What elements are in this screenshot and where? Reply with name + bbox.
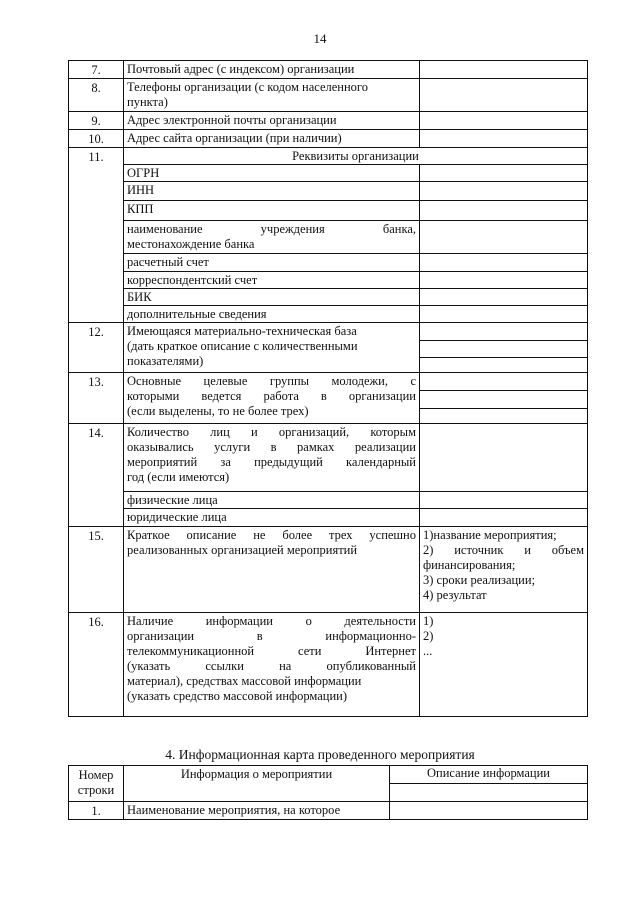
row-value-field[interactable] — [420, 373, 588, 424]
requisite-label: расчетный счет — [124, 254, 420, 272]
table-row — [69, 802, 588, 820]
table-row — [69, 61, 588, 79]
row-label: Адрес сайта организации (при наличии) — [124, 130, 420, 148]
subitem-label: юридические лица — [124, 509, 420, 527]
table-row — [69, 79, 588, 112]
table-row — [69, 509, 588, 527]
row-label: Краткое описание не более трех успешно реализованных организацией мероприятий — [124, 527, 420, 613]
row-label: Количество лиц и организаций, которым оказывались услуги в рамках реализации мероприятий за предыдущий календарный год (если имеются) — [124, 424, 420, 492]
requisite-label: ОГРН — [124, 165, 420, 182]
table-row — [69, 289, 588, 306]
row-value-field[interactable]: 1)название мероприятия; 2) источник и объем финансирования; 3) сроки реализации; 4) результат — [420, 527, 588, 613]
requisite-label: ИНН — [124, 182, 420, 201]
row-number: 11. — [69, 148, 124, 323]
row-label: Почтовый адрес (с индексом) организации — [124, 61, 420, 79]
requisite-label: корреспондентский счет — [124, 272, 420, 289]
row-value-field[interactable] — [420, 130, 588, 148]
requisite-label: КПП — [124, 201, 420, 221]
row-label: Адрес электронной почты организации — [124, 112, 420, 130]
requisite-value-field[interactable] — [420, 201, 588, 221]
table-row — [69, 306, 588, 323]
requisite-label: наименование учреждения банка, местонахождение банка — [124, 221, 420, 254]
row-label: Телефоны организации (с кодом населенного пункта) — [124, 79, 420, 112]
row-value-field[interactable] — [420, 79, 588, 112]
table-row — [69, 373, 588, 424]
row-value-field[interactable] — [420, 61, 588, 79]
row-label: Основные целевые группы молодежи, с которыми ведется работа в организации (если выделены, то не более трех) — [124, 373, 420, 424]
subitem-value-field[interactable] — [420, 509, 588, 527]
header-row-number: Номер строки — [69, 766, 124, 802]
organization-info-table — [68, 60, 588, 717]
row-number: 9. — [69, 112, 124, 130]
table-row — [69, 201, 588, 221]
section-4-title: 4. Информационная карта проведенного мероприятия — [165, 747, 475, 762]
requisite-value-field[interactable] — [420, 272, 588, 289]
header-event-info: Информация о мероприятии — [124, 766, 390, 802]
table-row — [69, 613, 588, 717]
row-value-field[interactable] — [420, 323, 588, 373]
table-row — [69, 221, 588, 254]
row-number: 16. — [69, 613, 124, 717]
row-number: 14. — [69, 424, 124, 527]
row-number: 15. — [69, 527, 124, 613]
requisite-label: дополнительные сведения — [124, 306, 420, 323]
table-row — [69, 130, 588, 148]
table-row — [69, 424, 588, 492]
row-value-field[interactable] — [420, 424, 588, 492]
row-label: Наименование мероприятия, на которое — [124, 802, 390, 820]
subitem-value-field[interactable] — [420, 492, 588, 509]
row-value-field[interactable] — [420, 112, 588, 130]
table-row — [69, 272, 588, 289]
subitem-label: физические лица — [124, 492, 420, 509]
table-header-row — [69, 766, 588, 802]
row-number: 8. — [69, 79, 124, 112]
table-row — [69, 112, 588, 130]
table-row — [69, 323, 588, 373]
row-value-field[interactable]: 1) 2) ... — [420, 613, 588, 717]
requisite-value-field[interactable] — [420, 289, 588, 306]
requisite-value-field[interactable] — [420, 221, 588, 254]
row-number: 12. — [69, 323, 124, 373]
table-row — [69, 527, 588, 613]
page-number: 14 — [313, 31, 327, 46]
requisite-value-field[interactable] — [420, 254, 588, 272]
row-number: 1. — [69, 802, 124, 820]
table-row — [69, 492, 588, 509]
requisites-header: Реквизиты организации — [124, 148, 588, 165]
header-description: Описание информации — [390, 766, 588, 802]
table-row — [69, 165, 588, 182]
table-row — [69, 182, 588, 201]
requisite-label: БИК — [124, 289, 420, 306]
row-number: 13. — [69, 373, 124, 424]
row-value-field[interactable] — [390, 802, 588, 820]
row-number: 10. — [69, 130, 124, 148]
row-number: 7. — [69, 61, 124, 79]
table-row — [69, 254, 588, 272]
requisite-value-field[interactable] — [420, 165, 588, 182]
table-row — [69, 148, 588, 165]
event-info-table — [68, 765, 588, 820]
requisite-value-field[interactable] — [420, 182, 588, 201]
row-label: Наличие информации о деятельности организации в информационно- телекоммуникационной сети Интернет (указать ссылки на опубликованный материал), средствах массовой информации (указать средство массовой информации) — [124, 613, 420, 717]
row-label: Имеющаяся материально-техническая база (дать краткое описание с количественными показателями) — [124, 323, 420, 373]
requisite-value-field[interactable] — [420, 306, 588, 323]
